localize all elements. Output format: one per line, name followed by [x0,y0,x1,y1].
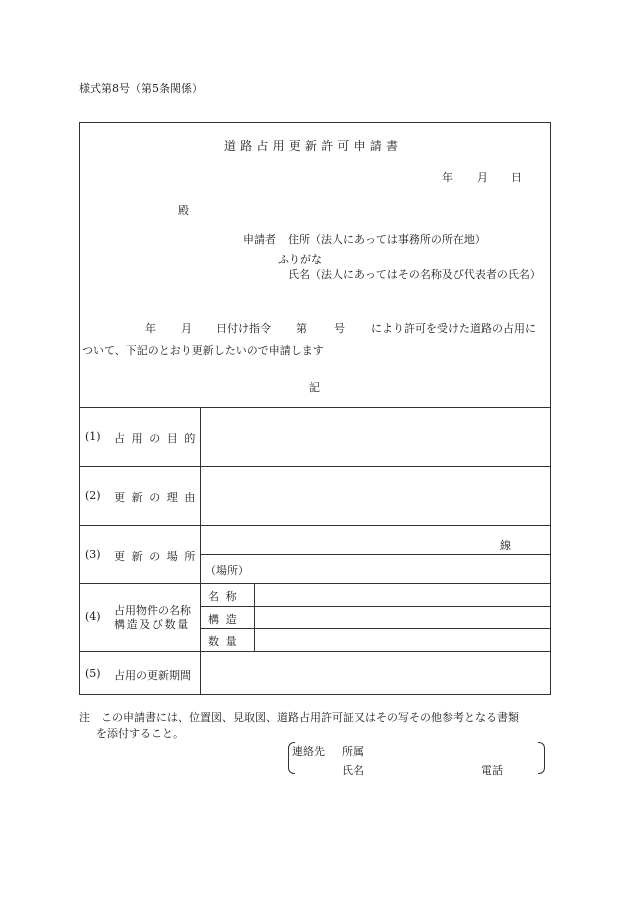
contact-dept-label: 所属 [342,745,364,758]
ki-label: 記 [309,381,320,394]
body-dai: 第 [296,322,307,335]
body-month: 月 [181,322,192,335]
row1-label: 占用の目的 [114,432,202,445]
row4-sub-name: 名称 [208,590,244,603]
row5-number: (5) [85,667,101,680]
row3-label: 更新の場所 [114,550,202,563]
row2-value-field[interactable] [202,468,549,523]
form-title: 道路占用更新許可申請書 [224,139,403,153]
form-number: 様式第8号（第5条関係） [79,82,203,95]
body-day-directive: 日付け指令 [216,322,271,335]
row3-number: (3) [85,548,101,561]
body-line1-tail: により許可を受けた道路の占用に [371,322,536,335]
date-day-label: 日 [511,171,522,184]
row2-number: (2) [85,489,101,502]
row3-inner-divider [200,554,551,555]
row5-value-field[interactable] [202,653,549,693]
row4-sub-quantity: 数量 [208,635,244,648]
row-divider-1 [79,466,551,467]
row4-number: (4) [85,610,101,623]
row3-place-label: （場所） [205,564,249,577]
contact-name-label: 氏名 [342,764,364,777]
contact-right-bracket [538,742,545,774]
row-divider-3 [79,583,551,584]
applicant-label: 申請者 [243,233,276,246]
contact-phone-label: 電話 [481,764,503,777]
body-line2: ついて、下記のとおり更新したいので申請します [82,344,324,357]
row4-inner-divider-1 [200,606,551,607]
row4-sub-structure: 構造 [208,613,244,626]
row-divider-2 [79,525,551,526]
applicant-furigana-label: ふりがな [278,253,322,266]
applicant-name-label: 氏名（法人にあってはその名称及び代表者の氏名） [288,268,541,281]
row3-line-suffix: 線 [500,539,511,552]
row5-label: 占用の更新期間 [114,669,191,682]
row1-number: (1) [85,430,101,443]
date-year-label: 年 [442,171,453,184]
body-year: 年 [145,322,156,335]
row4-inner-divider-2 [200,628,551,629]
applicant-address-label: 住所（法人にあっては事務所の所在地） [288,233,486,246]
addressee-suffix: 殿 [178,204,189,217]
table-top-line [79,407,551,408]
row4-label-line2: 構造及び数量 [114,618,190,631]
row4-sub-column-divider [254,583,255,651]
row1-value-field[interactable] [202,409,549,464]
row2-label: 更新の理由 [114,491,202,504]
note-line2: を添付すること。 [96,727,184,740]
contact-label: 連絡先 [292,745,325,758]
row4-label-line1: 占用物件の名称 [114,604,191,617]
note-line1: 注 この申請書には、位置図、見取図、道路占用許可証又はその写その他参考となる書類 [79,711,519,724]
date-month-label: 月 [477,171,488,184]
body-go: 号 [334,322,345,335]
row-divider-4 [79,651,551,652]
